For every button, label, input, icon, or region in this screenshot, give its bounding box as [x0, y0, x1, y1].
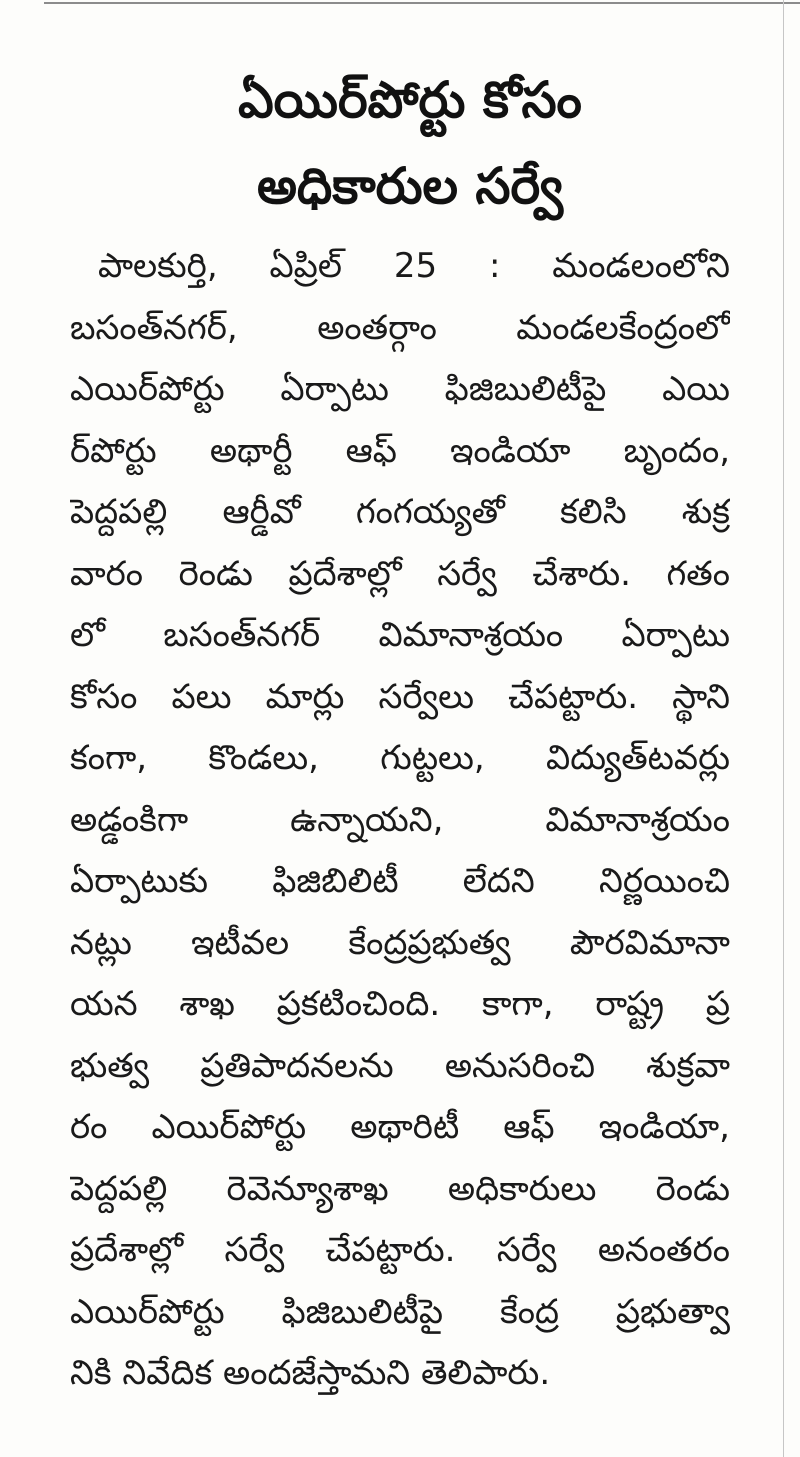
body-line: పాలకుర్తి, ఏప్రిల్ 25 : మండలంలోని: [98, 246, 730, 286]
body-line: వారం రెండు ప్రదేశాల్లో సర్వే చేశారు. గతం: [70, 553, 730, 594]
top-border-rule: [44, 2, 800, 4]
body-line: ఎయిర్‌పోర్టు ఫిజిబులిటీపై కేంద్ర ప్రభుత్వా: [70, 1291, 730, 1332]
body-line: కోసం పలు మార్లు సర్వేలు చేపట్టారు. స్థాని: [70, 676, 730, 717]
body-line: బసంత్‌నగర్, అంతర్గాం మండలకేంద్రంలో: [70, 307, 730, 348]
body-line: లో బసంత్‌నగర్ విమానాశ్రయం ఏర్పాటు: [70, 615, 730, 655]
headline-line-2: అధికారుల సర్వే: [256, 157, 564, 215]
headline-line-1: ఏయిర్‌పోర్టు కోసం: [238, 71, 582, 129]
body-line: యన శాఖ ప్రకటించింది. కాగా, రాష్ట్ర ప్ర: [70, 984, 730, 1024]
body-line: ప్రదేశాల్లో సర్వే చేపట్టారు. సర్వే అనంతరం: [70, 1230, 730, 1270]
body-line: అడ్డంకిగా ఉన్నాయని, విమానాశ్రయం: [70, 799, 730, 840]
body-line: కంగా, కొండలు, గుట్టలు, విద్యుత్‌టవర్లు: [70, 738, 730, 778]
body-line: ఏర్పాటుకు ఫిజిబిలిటీ లేదని నిర్ణయించి: [70, 861, 730, 901]
body-line: రం ఎయిర్‌పోర్టు అథారిటీ ఆఫ్ ఇండియా,: [70, 1107, 730, 1147]
body-line: ఎయిర్‌పోర్టు ఏర్పాటు ఫిజిబులిటీపై ఎయి: [70, 369, 730, 409]
body-line: నట్లు ఇటీవల కేంద్రప్రభుత్వ పౌరవిమానా: [70, 922, 730, 963]
body-line: ర్‌పోర్టు అథార్టీ ఆఫ్ ఇండియా బృందం,: [70, 430, 730, 471]
column-divider-rule: [783, 0, 784, 1457]
body-line: నికి నివేదిక అందజేస్తామని తెలిపారు.: [70, 1353, 551, 1393]
body-line: పెద్దపల్లి ఆర్డీవో గంగయ్యతో కలిసి శుక్ర: [70, 492, 730, 532]
body-line: భుత్వ ప్రతిపాదనలను అనుసరించి శుక్రవా: [70, 1045, 730, 1086]
body-line: పెద్దపల్లి రెవెన్యూశాఖ అధికారులు రెండు: [70, 1168, 730, 1209]
article-body: [70, 236, 730, 1405]
